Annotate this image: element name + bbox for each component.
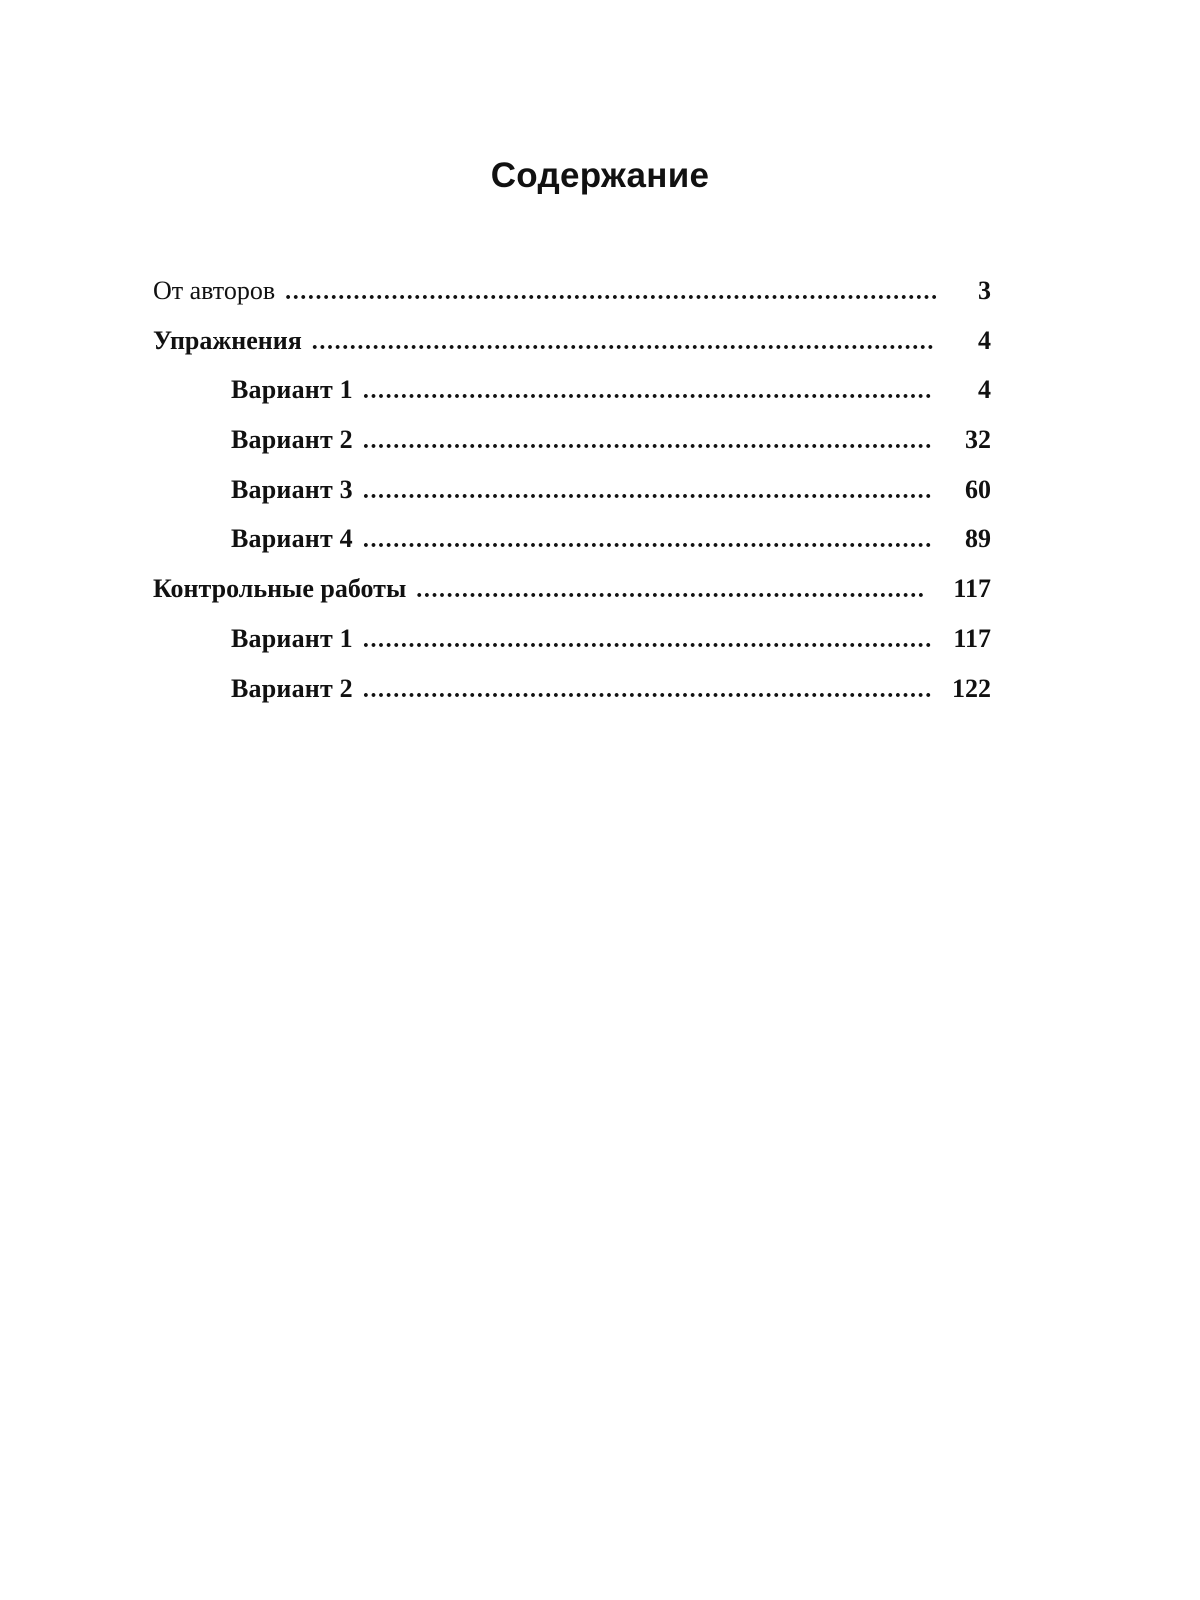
toc-entry[interactable] <box>153 375 991 425</box>
toc-entry-label: Вариант 4 <box>231 524 353 554</box>
toc-entry-page: 117 <box>953 623 991 653</box>
toc-leader-dots: ........................................................................... <box>362 527 933 554</box>
toc-entry[interactable] <box>153 326 991 376</box>
toc-leader-dots: ........................................................................... <box>362 626 933 653</box>
toc-leader-dots: ........................................................................... <box>362 428 933 455</box>
toc-entry-label: Вариант 2 <box>231 673 353 703</box>
toc-leader-dots: ........................................................................... <box>362 676 933 703</box>
toc-entry-label: Упражнения <box>153 325 302 355</box>
toc-leader-dots: ................................................................... <box>416 577 926 604</box>
toc-entry[interactable] <box>153 425 991 475</box>
toc-entry-label: Вариант 2 <box>231 425 353 455</box>
toc-entry-label: Вариант 3 <box>231 474 353 504</box>
toc-entry-page: 122 <box>952 673 991 703</box>
toc-entry-label: Вариант 1 <box>231 375 353 405</box>
toc-entry-page: 60 <box>965 474 991 504</box>
toc-entry[interactable] <box>153 674 991 724</box>
toc-leader-dots: .................................................................................. <box>311 328 935 355</box>
page-title: Содержание <box>490 156 710 195</box>
toc-entry[interactable] <box>153 276 991 326</box>
toc-entry[interactable] <box>153 574 991 624</box>
toc-entry-label: Вариант 1 <box>231 623 353 653</box>
toc-leader-dots: ........................................................................... <box>362 378 933 405</box>
toc-entry-page: 89 <box>965 524 991 554</box>
toc-entry-page: 32 <box>965 425 991 455</box>
toc-leader-dots: ........................................................................... <box>362 477 933 504</box>
toc-entry[interactable] <box>153 524 991 574</box>
toc-entry-label: Контрольные работы <box>153 574 407 604</box>
toc-entry-page: 4 <box>978 375 991 405</box>
toc-entry[interactable] <box>153 475 991 525</box>
toc-entry-page: 117 <box>953 574 991 604</box>
table-of-contents <box>153 276 991 723</box>
toc-leader-dots: ...................................................................................... <box>285 279 939 305</box>
toc-entry[interactable] <box>153 624 991 674</box>
toc-entry-page: 3 <box>978 276 991 305</box>
toc-entry-page: 4 <box>978 325 991 355</box>
toc-entry-label: От авторов <box>153 276 276 305</box>
